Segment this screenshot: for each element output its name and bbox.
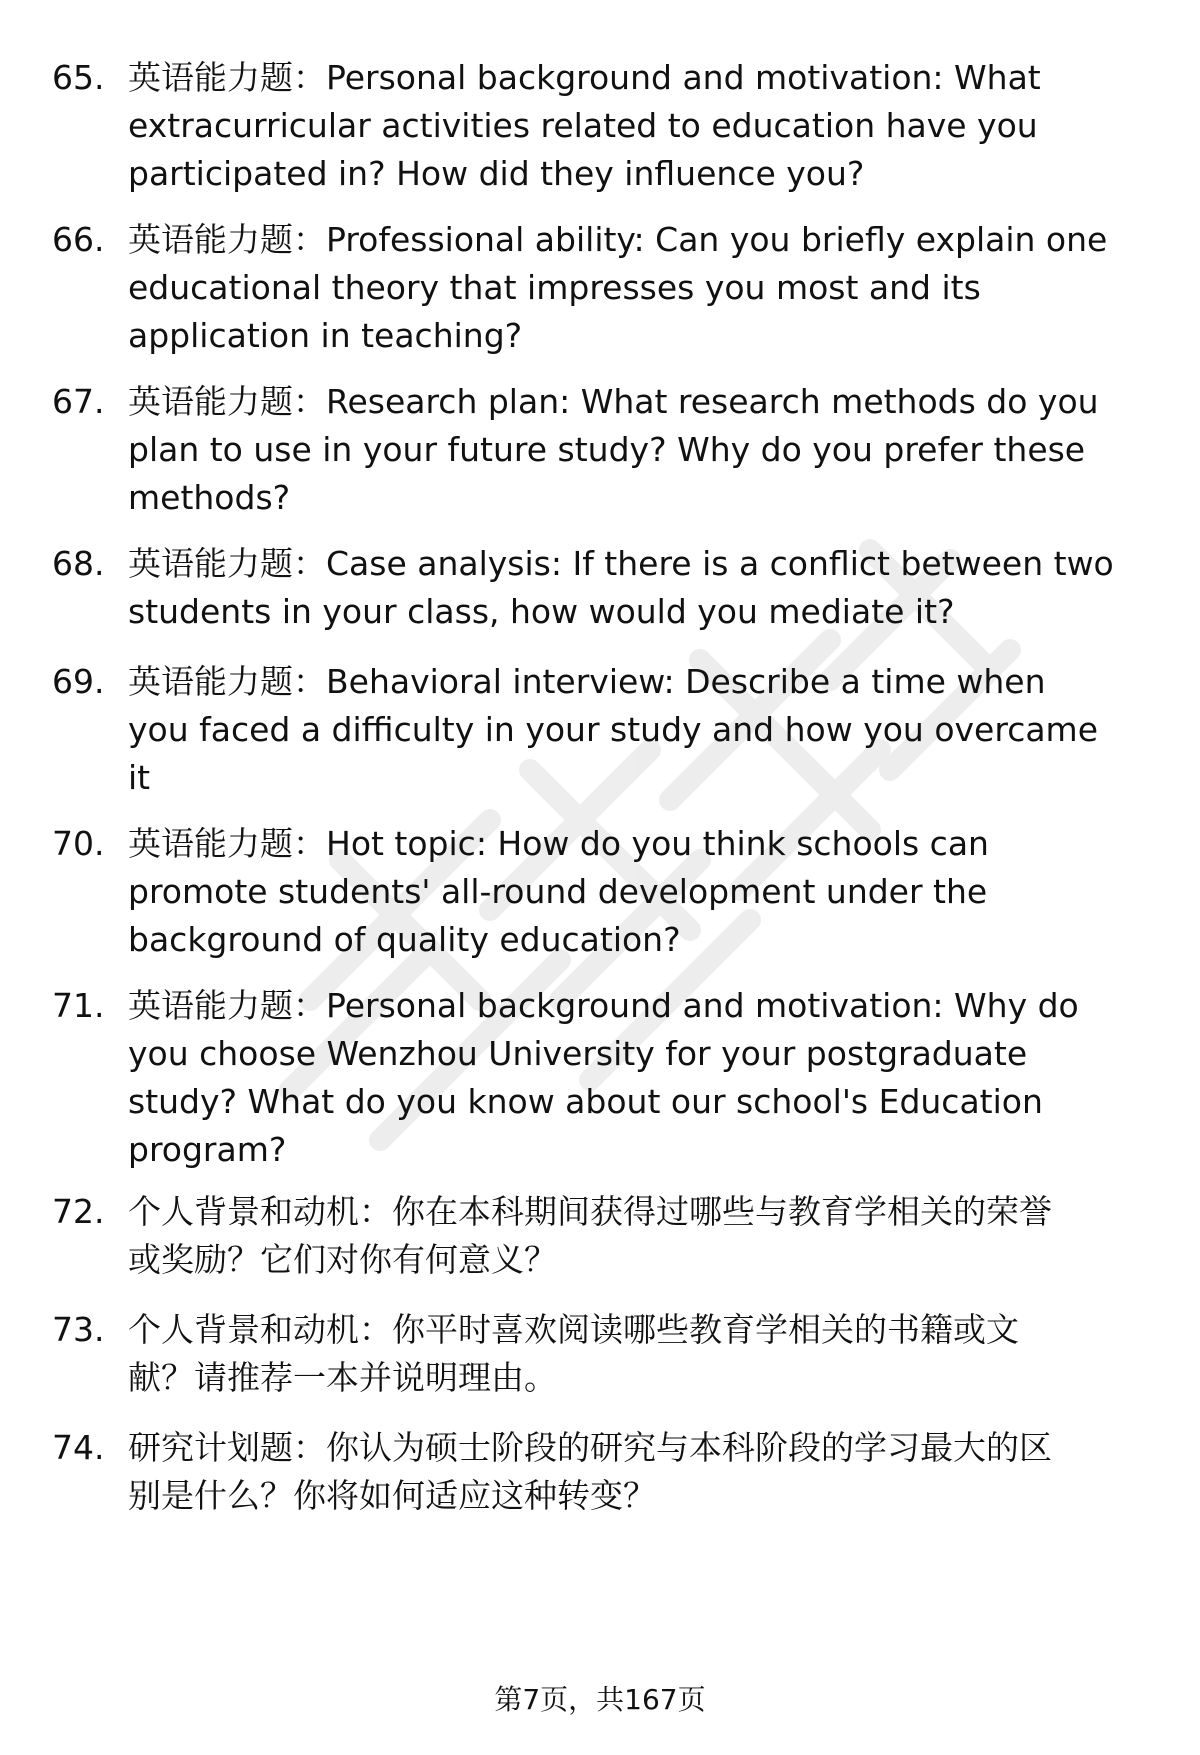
question-text: 英语能力题：Case analysis: If there is a conflict between two students in your class, how would you mediate it? [128, 544, 1114, 631]
question-text: 英语能力题：Professional ability: Can you briefly explain one educational theory that impresses you most and its application in teaching? [128, 220, 1108, 355]
page-footer: 第7页，共167页 [494, 1683, 706, 1716]
question-number: 69. [52, 662, 105, 701]
question-number: 74. [52, 1428, 105, 1467]
question-number: 70. [52, 824, 105, 863]
question-number: 65. [52, 58, 105, 97]
question-text: 英语能力题：Behavioral interview: Describe a time when you faced a difficulty in your study and how you overcame it [128, 662, 1099, 797]
question-text: 个人背景和动机：你平时喜欢阅读哪些教育学相关的书籍或文 献？请推荐一本并说明理由。 [128, 1310, 1019, 1397]
question-text: 英语能力题：Research plan: What research methods do you plan to use in your future study? Why do you prefer these methods? [128, 382, 1099, 517]
question-number: 72. [52, 1192, 105, 1231]
question-text: 英语能力题：Hot topic: How do you think schools can promote students' all-round development under the background of quality education? [128, 824, 989, 959]
question-number: 71. [52, 986, 105, 1025]
question-number: 67. [52, 382, 105, 421]
question-text: 英语能力题：Personal background and motivation: What extracurricular activities related to education have you participated in? How did they influence you? [128, 58, 1041, 193]
question-text: 研究计划题：你认为硕士阶段的研究与本科阶段的学习最大的区 别是什么？你将如何适应这种转变？ [128, 1428, 1052, 1515]
question-number: 73. [52, 1310, 105, 1349]
question-number: 66. [52, 220, 105, 259]
question-number: 68. [52, 544, 105, 583]
question-text: 英语能力题：Personal background and motivation: Why do you choose Wenzhou University for your postgraduate study? What do you know about our school's Education program? [128, 986, 1079, 1169]
question-text: 个人背景和动机：你在本科期间获得过哪些与教育学相关的荣誉 或奖励？它们对你有何意义？ [128, 1192, 1052, 1279]
